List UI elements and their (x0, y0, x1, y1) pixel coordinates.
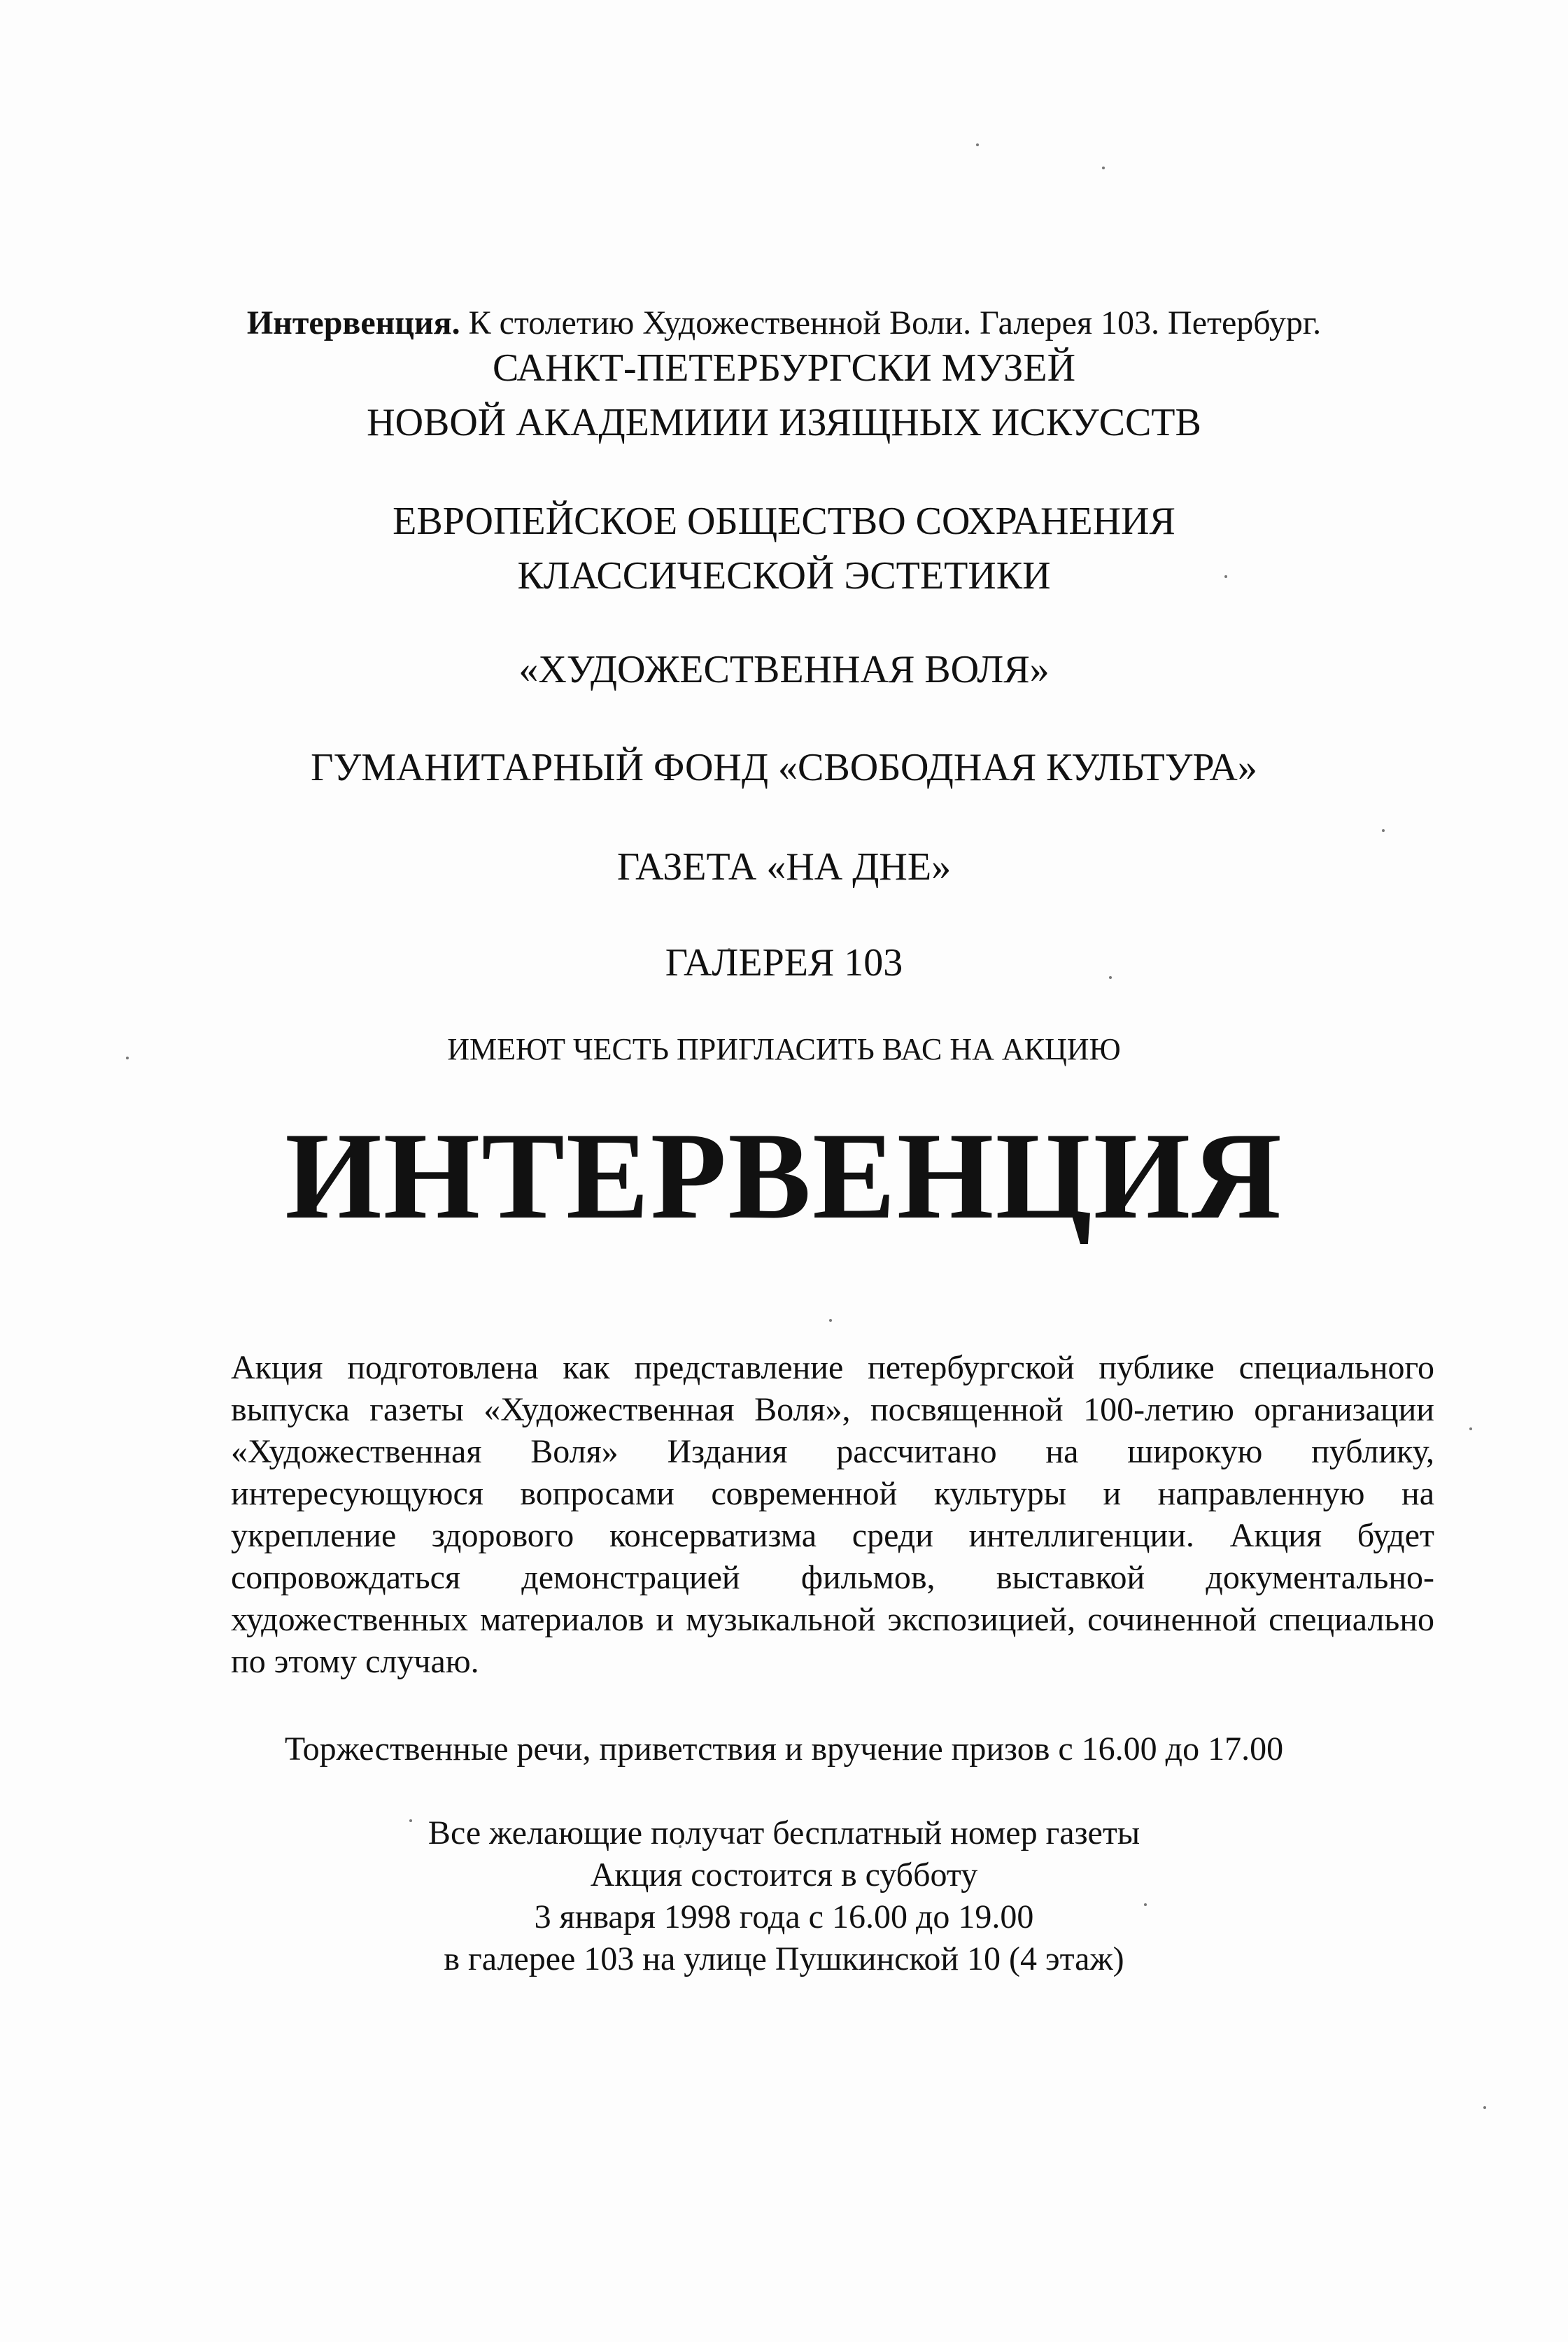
society-line-2: КЛАССИЧЕСКОЙ ЭСТЕТИКИ (517, 554, 1051, 598)
museum-name (0, 341, 1568, 450)
scan-speck (1102, 167, 1105, 169)
scan-speck (1483, 2106, 1486, 2109)
scan-speck (976, 143, 979, 146)
free-copy-line: Все желающие получат бесплатный номер газеты (428, 1814, 1140, 1851)
event-details (0, 1812, 1568, 1980)
scan-speck (829, 1319, 832, 1322)
society-line-1: ЕВРОПЕЙСКОЕ ОБЩЕСТВО СОХРАНЕНИЯ (393, 500, 1175, 543)
place-line: в галерее 103 на улице Пушкинской 10 (4 этаж) (444, 1940, 1124, 1977)
museum-line-1: САНКТ-ПЕТЕРБУРГСКИ МУЗЕЙ (492, 346, 1076, 390)
header-line (0, 302, 1568, 344)
ceremony-line: Торжественные речи, приветствия и вручение призов с 16.00 до 17.00 (284, 1730, 1284, 1768)
fund-name: ГУМАНИТАРНЫЙ ФОНД «СВОБОДНАЯ КУЛЬТУРА» (311, 746, 1257, 789)
scan-speck (1469, 1427, 1472, 1430)
header-rest: К столетию Художественной Воли. Галерея 103. Петербург. (460, 304, 1322, 341)
museum-line-2: НОВОЙ АКАДЕМИИИ ИЗЯЩНЫХ ИСКУССТВ (367, 401, 1201, 444)
event-description: Акция подготовлена как представление петербургской публике специального выпуска газеты «Художественная Воля», посвященной 100-летию организации «Художественная Воля» Издания рассчитано на широкую публику, интересующуюся вопросами современной культуры и направленную на укрепление здорового консерватизма среди интеллигенции. Акция будет сопровождаться демонстрацией фильмов, выставкой документально-художественных материалов и музыкальной экспозицией, сочиненной специально по этому случаю. (231, 1349, 1434, 1680)
scan-speck (1382, 829, 1385, 832)
gallery-name: ГАЛЕРЕЯ 103 (665, 941, 903, 985)
art-will-name: «ХУДОЖЕСТВЕННАЯ ВОЛЯ» (518, 648, 1050, 691)
header-bold-word: Интервенция. (246, 304, 460, 341)
date-line: 3 января 1998 года с 16.00 до 19.00 (534, 1898, 1034, 1935)
society-name (0, 494, 1568, 603)
day-line: Акция состоится в субботу (590, 1856, 978, 1893)
invitation-line: ИМЕЮТ ЧЕСТЬ ПРИГЛАСИТЬ ВАС НА АКЦИЮ (447, 1032, 1121, 1066)
event-title: ИНТЕРВЕНЦИЯ (285, 1106, 1283, 1245)
newspaper-name: ГАЗЕТА «НА ДНЕ» (616, 845, 952, 889)
